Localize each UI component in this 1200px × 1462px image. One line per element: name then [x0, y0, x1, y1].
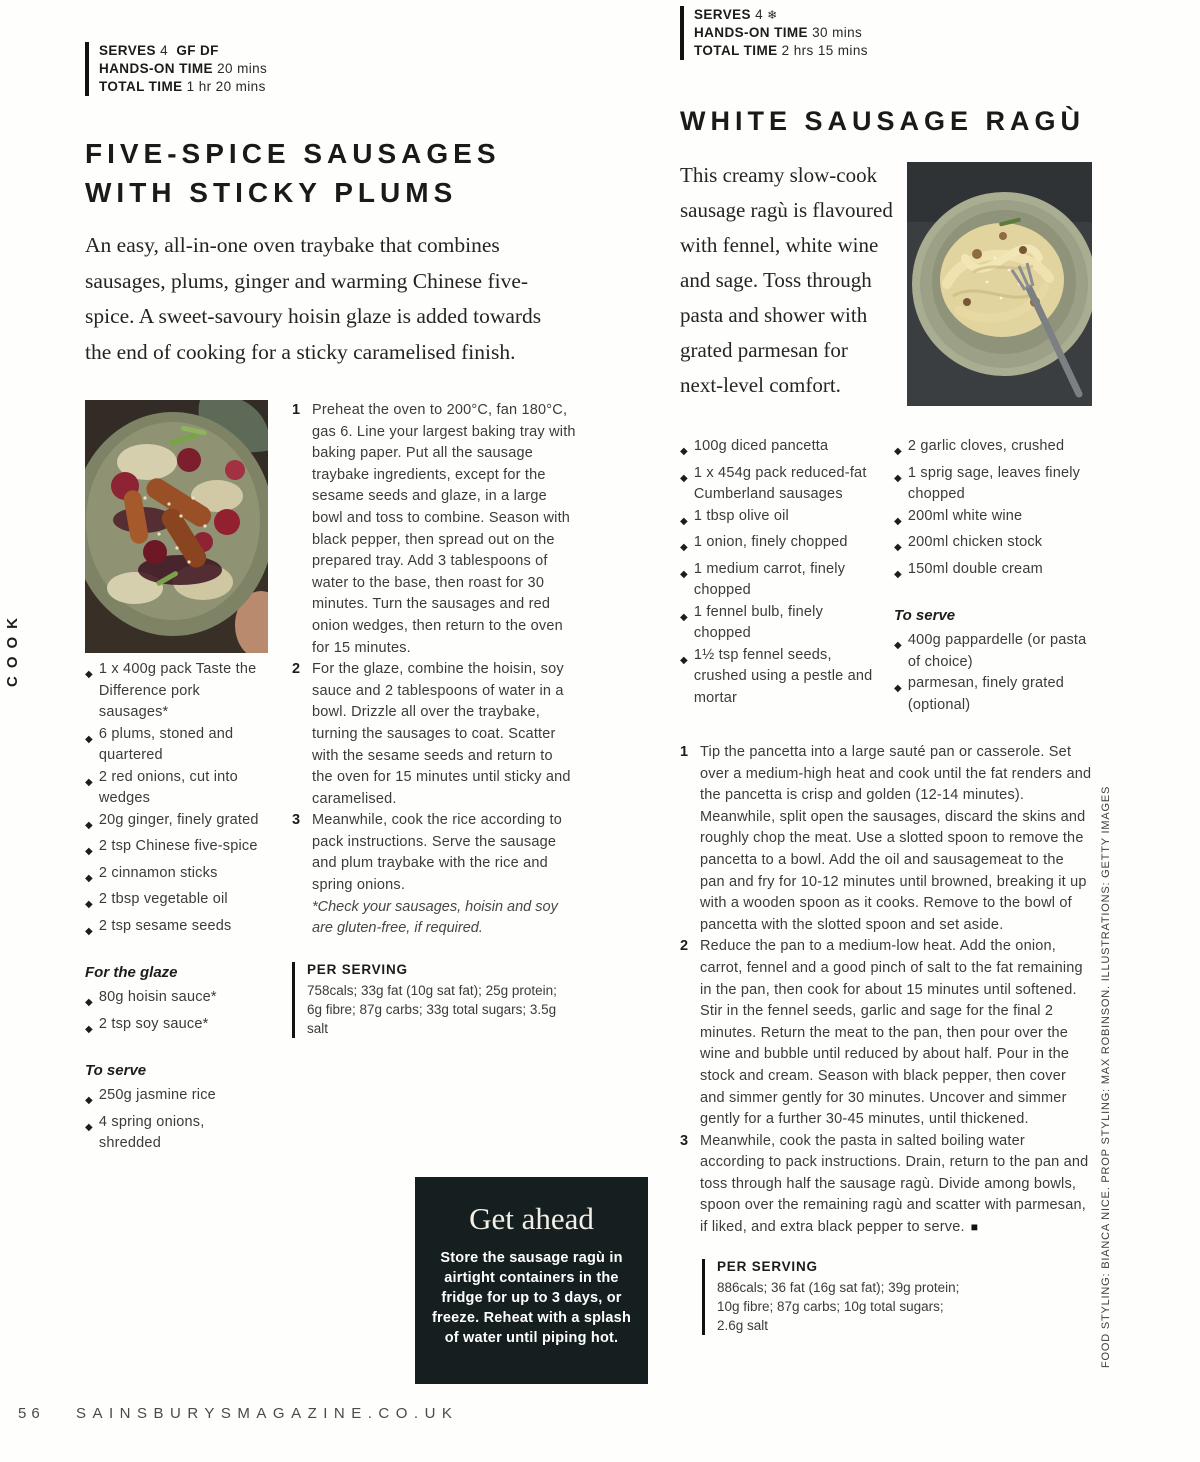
- diamond-bullet-icon: ◆: [85, 872, 93, 884]
- method-step: [680, 936, 1092, 1130]
- photo-credits: FOOD STYLING: BIANCA NICE. PROP STYLING: MAX ROBINSON. ILLUSTRATIONS: GETTY IMAGES: [1100, 785, 1112, 1368]
- list-item: [680, 645, 880, 710]
- recipe-meta: [85, 42, 577, 96]
- method-step: [680, 1131, 1092, 1239]
- ingredient-text: 1½ tsp fennel seeds, crushed using a pestle and mortar: [693, 646, 873, 706]
- diamond-bullet-icon: ◆: [894, 568, 902, 580]
- ingredient-text: parmesan, finely grated (optional): [907, 675, 1065, 713]
- diamond-bullet-icon: ◆: [85, 1095, 93, 1106]
- diamond-bullet-icon: ◆: [680, 654, 688, 666]
- ingredient-text: 2 tbsp vegetable oil: [98, 891, 228, 907]
- diamond-bullet-icon: ◆: [85, 997, 93, 1008]
- step-text: Preheat the oven to 200°C, fan 180°C, gas 6. Line your largest baking tray with baking paper. Put all the sausage traybake ingredients, except for the sesame seeds and glaze, in a large bowl and toss to combine. Season with black pepper, then spread out on the prepared tray. Add 3 tablespoons of water to the base, then roast for 30 minutes. Turn the sausages and red onion wedges, then return to the oven for 15 minutes.: [312, 402, 576, 656]
- list-item: [85, 724, 270, 767]
- ingredient-text: 100g diced pancetta: [693, 438, 829, 454]
- per-serving-values: 758cals; 33g fat (10g sat fat); 25g protein; 6g fibre; 87g carbs; 33g total sugars; 3.5g salt: [307, 982, 557, 1036]
- list-item: [894, 463, 1094, 506]
- hands-on-value: 20 mins: [217, 61, 268, 76]
- list-item: [85, 767, 270, 810]
- diamond-bullet-icon: ◆: [85, 776, 93, 788]
- diamond-bullet-icon: ◆: [894, 640, 902, 651]
- serves-line: [99, 42, 577, 60]
- ingredient-text: 1 tbsp olive oil: [693, 507, 789, 524]
- diamond-bullet-icon: ◆: [680, 611, 688, 623]
- step-number: 3: [680, 1132, 689, 1149]
- diamond-bullet-icon: ◆: [85, 669, 93, 680]
- gluten-free-footnote: *Check your sausages, hoisin and soy are gluten-free, if required.: [312, 898, 558, 937]
- diamond-bullet-icon: ◆: [894, 683, 902, 694]
- per-serving-label: PER SERVING: [717, 1258, 818, 1274]
- list-item: [85, 863, 270, 890]
- diamond-bullet-icon: ◆: [85, 899, 93, 910]
- serve-list: [85, 1085, 270, 1155]
- recipe-intro: An easy, all-in-one oven traybake that combines sausages, plums, ginger and warming Chinese five-spice. A sweet-savoury hoisin glaze is added towards the end of cooking for a sticky caramelised finish.: [85, 233, 542, 364]
- magazine-website: SAINSBURYSMAGAZINE.CO.UK: [76, 1405, 459, 1422]
- list-item: [85, 810, 270, 837]
- get-ahead-box: [415, 1177, 648, 1384]
- diamond-bullet-icon: ◆: [680, 568, 688, 580]
- per-serving-box: [292, 962, 577, 1038]
- diamond-bullet-icon: ◆: [85, 846, 93, 857]
- serves-label: SERVES: [99, 43, 156, 58]
- step-text: [700, 1131, 1092, 1239]
- step-text: Tip the pancetta into a large sauté pan or casserole. Set over a medium-high heat and cook until the fat renders and the pancetta is crisp and golden (12-14 minutes). Meanwhile, split open the sausages, discard the skins and roughly chop the meat. Use a slotted spoon to remove the pancetta to a bowl. Add the oil and sausagemeat to the pan and fry for 10-12 minutes until browned, breaking it up with a wooden spoon as it cooks. Remove to the bowl of pancetta with the slotted spoon and set aside.: [700, 744, 1092, 933]
- list-item: [85, 659, 270, 724]
- ingredient-text: 4 spring onions, shredded: [98, 1113, 205, 1151]
- end-of-article-square-icon: ■: [970, 1220, 979, 1235]
- get-ahead-title: Get ahead: [469, 1201, 594, 1236]
- list-item: [85, 889, 270, 916]
- hands-on-label: HANDS-ON TIME: [99, 61, 213, 76]
- diamond-bullet-icon: ◆: [85, 925, 93, 937]
- per-serving-box: [702, 1259, 1092, 1335]
- method-step: [292, 659, 577, 810]
- list-item: [85, 1085, 270, 1112]
- diamond-bullet-icon: ◆: [85, 819, 93, 831]
- ingredient-text: 250g jasmine rice: [98, 1087, 216, 1103]
- ingredient-text: 6 plums, stoned and quartered: [98, 725, 234, 763]
- ingredient-text: 80g hoisin sauce*: [98, 989, 217, 1005]
- list-item: [680, 436, 880, 463]
- get-ahead-body: Store the sausage ragù in airtight containers in the fridge for up to 3 days, or freeze. Reheat with a splash of water until piping hot.: [432, 1250, 631, 1346]
- list-item: [85, 1014, 270, 1041]
- ingredient-text: 20g ginger, finely grated: [98, 811, 259, 828]
- diamond-bullet-icon: ◆: [680, 446, 688, 457]
- section-label: COOK: [4, 610, 21, 687]
- hands-on-label: HANDS-ON TIME: [694, 25, 808, 40]
- total-time-label: TOTAL TIME: [99, 79, 183, 94]
- ingredients-column-1: [680, 436, 880, 716]
- diet-badges: GF DF: [176, 43, 219, 58]
- list-item: [85, 836, 270, 863]
- step-text: Reduce the pan to a medium-low heat. Add the onion, carrot, fennel and a good pinch of salt to the fat remaining in the pan, then cook for about 15 minutes until softened. Stir in the fennel seeds, garlic and sage for the final 2 minutes. Return the meat to the pan, then pour over the wine and bubble until reduced by about half. Pour in the stock and cream. Season with black pepper, then cover and simmer gently for 30 minutes. Uncover and simmer gently for a further 30-45 minutes, until thickened.: [700, 938, 1083, 1128]
- serve-heading: To serve: [894, 607, 956, 624]
- recipe-title: WHITE SAUSAGE RAGÙ: [680, 106, 1086, 136]
- ingredients-column-2: [894, 436, 1094, 716]
- step-number: 1: [292, 402, 301, 418]
- step-text: For the glaze, combine the hoisin, soy sauce and 2 tablespoons of water in a bowl. Drizzle all over the traybake, turning the sausages to coat. Scatter with the sesame seeds and return to the oven for 15 minutes until sticky and caramelised.: [312, 661, 571, 807]
- recipe-meta: [680, 6, 1092, 60]
- ingredient-text: 200ml chicken stock: [907, 534, 1043, 550]
- list-item: [894, 532, 1094, 559]
- diamond-bullet-icon: ◆: [85, 1121, 93, 1133]
- ragu-pasta-photo: [907, 162, 1092, 406]
- serves-value: 4: [160, 43, 169, 58]
- hands-on-value: 30 mins: [812, 25, 863, 40]
- step-number: 3: [292, 812, 301, 829]
- step-number: 1: [680, 744, 689, 760]
- traybake-photo: [85, 400, 268, 653]
- list-item: [894, 559, 1094, 586]
- list-item: [680, 532, 880, 559]
- diamond-bullet-icon: ◆: [894, 542, 902, 553]
- glaze-list: [85, 987, 270, 1040]
- list-item: [894, 630, 1094, 673]
- step-number: 2: [680, 938, 689, 955]
- ingredient-text: 2 red onions, cut into wedges: [98, 768, 238, 806]
- ingredient-text: 1 x 400g pack Taste the Difference pork sausages*: [98, 661, 257, 720]
- serve-heading: To serve: [85, 1062, 147, 1079]
- ingredient-text: 2 cinnamon sticks: [98, 864, 218, 881]
- ingredient-text: 1 onion, finely chopped: [693, 534, 848, 550]
- glaze-heading: For the glaze: [85, 964, 178, 981]
- ingredient-text: 150ml double cream: [907, 560, 1043, 577]
- diamond-bullet-icon: ◆: [680, 472, 688, 484]
- total-time-line: [99, 78, 577, 96]
- ingredient-text: 1 sprig sage, leaves finely chopped: [907, 464, 1081, 502]
- recipe-five-spice-sausages: [85, 42, 577, 1155]
- ingredient-text: 2 tsp Chinese five-spice: [98, 838, 258, 854]
- hands-on-line: [99, 60, 577, 78]
- total-time-label: TOTAL TIME: [694, 43, 778, 58]
- list-item: [85, 916, 270, 943]
- ingredient-text: 2 tsp sesame seeds: [98, 917, 232, 934]
- diamond-bullet-icon: ◆: [85, 1023, 93, 1035]
- ingredient-text: 200ml white wine: [907, 507, 1023, 524]
- total-time-line: [694, 42, 1092, 60]
- list-item: [894, 673, 1094, 716]
- diamond-bullet-icon: ◆: [894, 515, 902, 527]
- step-text: Meanwhile, cook the rice according to pack instructions. Serve the sausage and plum traybake with the rice and spring onions.: [312, 812, 562, 894]
- per-serving-label: PER SERVING: [307, 961, 408, 977]
- list-item: [680, 602, 880, 645]
- method-step: [292, 400, 577, 659]
- list-item: [85, 1112, 270, 1155]
- total-time-value: 1 hr 20 mins: [186, 79, 266, 94]
- serves-value: 4: [755, 7, 764, 22]
- method-step: [292, 810, 577, 896]
- serves-label: SERVES: [694, 7, 751, 22]
- list-item: [894, 506, 1094, 533]
- recipe-title: FIVE-SPICE SAUSAGES WITH STICKY PLUMS: [85, 138, 501, 208]
- diamond-bullet-icon: ◆: [680, 515, 688, 527]
- recipe-white-sausage-ragu: [680, 6, 1092, 1335]
- hands-on-line: [694, 24, 1092, 42]
- list-item: [85, 987, 270, 1014]
- list-item: [680, 463, 880, 506]
- ingredient-text: 2 tsp soy sauce*: [98, 1015, 209, 1032]
- serves-line: [694, 6, 1092, 24]
- ingredients-list: [85, 659, 270, 942]
- step-number: 2: [292, 661, 301, 678]
- per-serving-values: 886cals; 36 fat (16g sat fat); 39g protein; 10g fibre; 87g carbs; 10g total sugars; 2.6g salt: [717, 1279, 960, 1333]
- page-number: 56: [18, 1405, 45, 1422]
- step-text-inner: Meanwhile, cook the pasta in salted boiling water according to pack instructions. Drain, return to the pan and toss through half the sausage ragù. Divide among bowls, spoon over the remaining ragù and scatter with parmesan, if liked, and extra black pepper to serve.: [700, 1132, 1089, 1236]
- total-time-value: 2 hrs 15 mins: [781, 43, 868, 58]
- ingredient-text: 1 x 454g pack reduced-fat Cumberland sausages: [693, 464, 867, 502]
- recipe-intro: This creamy slow-cook sausage ragù is flavoured with fennel, white wine and sage. Toss through pasta and shower with grated parmesan for next-level comfort.: [680, 163, 893, 397]
- ingredient-text: 2 garlic cloves, crushed: [907, 438, 1065, 454]
- diamond-bullet-icon: ◆: [85, 733, 93, 745]
- list-item: [680, 559, 880, 602]
- list-item: [680, 506, 880, 533]
- diamond-bullet-icon: ◆: [894, 446, 902, 457]
- ingredient-text: 1 fennel bulb, finely chopped: [693, 603, 824, 641]
- freezable-snowflake-icon: ❄: [767, 8, 778, 22]
- ingredient-text: 1 medium carrot, finely chopped: [693, 560, 846, 598]
- ingredient-text: 400g pappardelle (or pasta of choice): [907, 632, 1087, 670]
- diamond-bullet-icon: ◆: [894, 472, 902, 484]
- diamond-bullet-icon: ◆: [680, 542, 688, 553]
- method-step: [680, 742, 1092, 936]
- list-item: [894, 436, 1094, 463]
